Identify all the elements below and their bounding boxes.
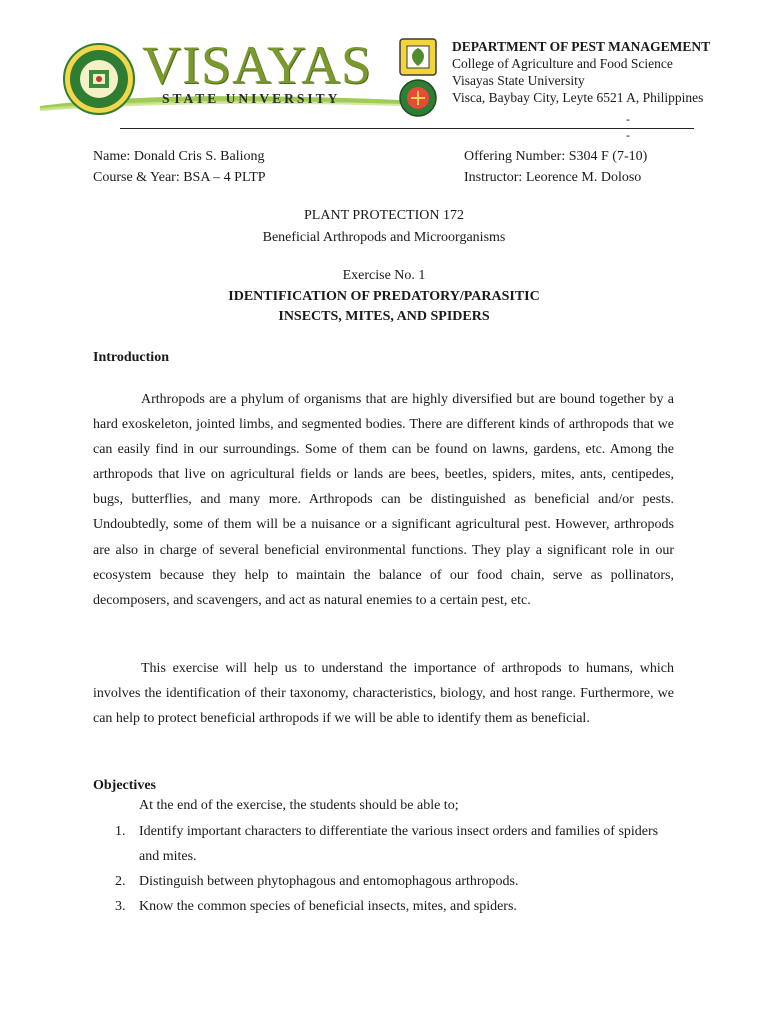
brand-name: VISAYAS [142, 35, 373, 95]
list-item-text: Know the common species of beneficial insects, mites, and spiders. [139, 899, 517, 914]
list-item-text: Distinguish between phytophagous and entomophagous arthropods. [139, 874, 519, 889]
university-line: Visayas State University [452, 73, 585, 88]
university-logo [40, 36, 400, 116]
list-item [93, 819, 674, 869]
offering-number: Offering Number: S304 F (7-10) [464, 149, 648, 164]
list-item [93, 869, 674, 894]
header-divider [120, 128, 694, 129]
course-code: PLANT PROTECTION 172 [304, 208, 464, 223]
student-info-right [464, 146, 647, 188]
brand-subtitle: STATE UNIVERSITY [162, 91, 341, 106]
header-dash: - [626, 112, 630, 126]
header-dash: - [626, 128, 630, 142]
introduction-heading: Introduction [93, 350, 169, 365]
objectives-heading: Objectives [93, 778, 156, 793]
university-seal-icon [62, 42, 136, 116]
pest-management-logo-icon [400, 80, 436, 116]
course-subtitle: Beneficial Arthropods and Microorganisms [262, 230, 506, 245]
introduction-paragraph-2: This exercise will help us to understand the importance of arthropods to humans, which involves the identification of their taxonomy, characteristics, biology, and host range. Furthermore, we can help to protect beneficial arthropods if we will be able to identify them as beneficial. [93, 661, 674, 727]
department-title: DEPARTMENT OF PEST MANAGEMENT [452, 39, 711, 54]
student-info-left [93, 146, 266, 188]
college-line: College of Agriculture and Food Science [452, 56, 673, 71]
list-item-number: 3. [115, 899, 126, 914]
exercise-title-line2: INSECTS, MITES, AND SPIDERS [278, 309, 490, 324]
list-item-number: 2. [115, 874, 126, 889]
instructor: Instructor: Leorence M. Doloso [464, 170, 642, 185]
college-logo-icon [400, 39, 436, 75]
department-logos [398, 38, 438, 118]
list-item [93, 894, 674, 919]
student-name: Name: Donald Cris S. Baliong [93, 149, 265, 164]
list-item-number: 1. [115, 824, 126, 839]
objectives-lead: At the end of the exercise, the students should be able to; [139, 798, 459, 813]
introduction-paragraph-1: Arthropods are a phylum of organisms that are highly diversified but are bound together by a hard exoskeleton, jointed limbs, and segmented bodies. There are different kinds of arthropods that we can easily find in our surroundings. Some of them can be found on lawns, gardens, etc. Among the arthropods that live on agricultural fields or lands are bees, beetles, spiders, mites, ants, centipedes, bugs, butterflies, and many more. Arthropods can be distinguished as beneficial and/or pests. Undoubtedly, some of them will be a nuisance or a significant agricultural pest. However, arthropods are also in charge of several beneficial environmental functions. They play a significant role in our ecosystem because they help to maintain the balance of our food chain, serve as pollinators, decomposers, and scavengers, and act as natural enemies to a certain pest, etc. [93, 392, 674, 608]
exercise-number: Exercise No. 1 [342, 268, 426, 283]
student-course: Course & Year: BSA – 4 PLTP [93, 170, 266, 185]
objectives-list [93, 819, 674, 919]
list-item-text: Identify important characters to differentiate the various insect orders and families of spiders and mites. [139, 824, 659, 864]
address-line: Visca, Baybay City, Leyte 6521 A, Philippines [452, 90, 704, 105]
department-info [452, 38, 710, 106]
exercise-title-line1: IDENTIFICATION OF PREDATORY/PARASITIC [228, 289, 540, 304]
